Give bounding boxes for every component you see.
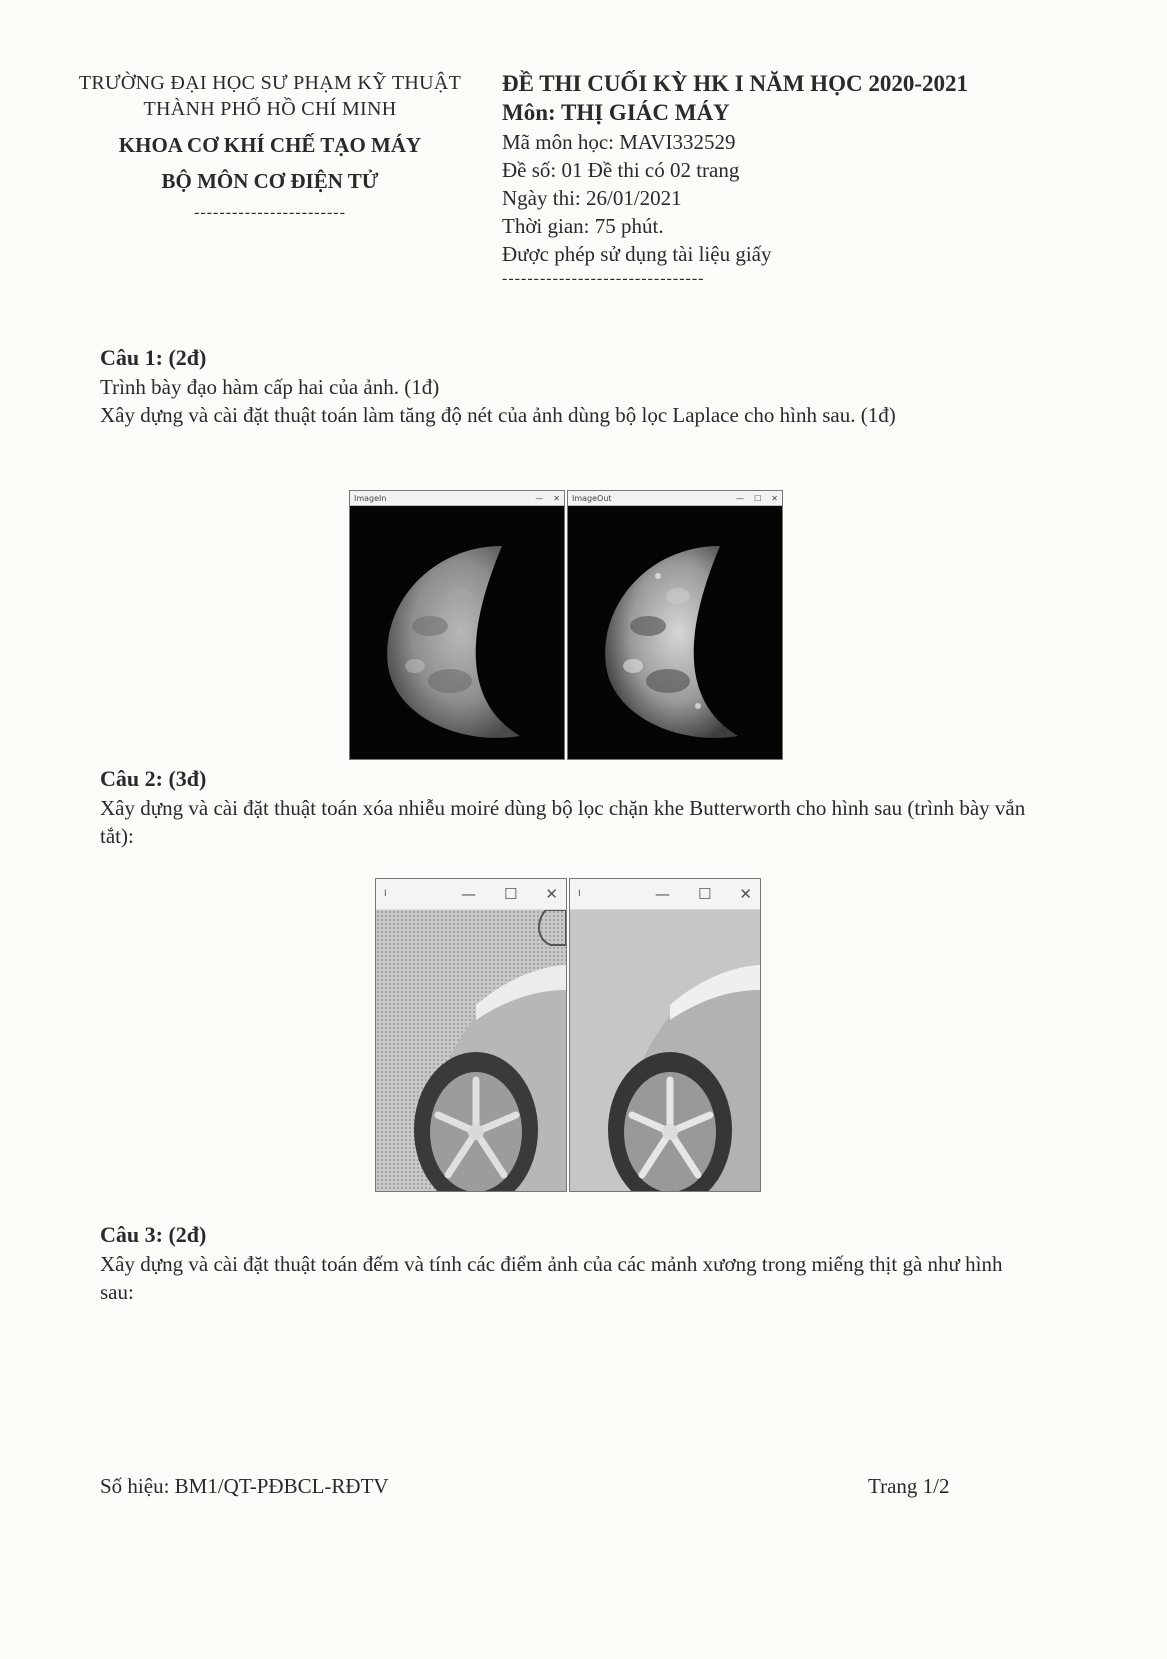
moon-input-graphic — [350, 506, 564, 759]
car-input-window-title: I — [384, 889, 387, 899]
figure-car-moire — [375, 878, 761, 1192]
exam-number: Đề số: 01 Đề thi có 02 trang — [502, 158, 740, 182]
header-left-separator: ------------------------ — [194, 204, 346, 221]
question-2-line-1: Xây dựng và cài đặt thuật toán xóa nhiễu moiré dùng bộ lọc chặn khe Butterworth cho hình sau (trình bày vắn tắt): — [100, 796, 1026, 848]
moon-output-titlebar — [568, 491, 782, 506]
minimize-icon[interactable]: — — [654, 885, 670, 903]
close-icon[interactable]: ✕ — [739, 885, 752, 903]
car-input-window — [375, 878, 567, 1192]
minimize-icon[interactable]: — — [535, 493, 544, 503]
car-input-image — [376, 910, 566, 1191]
header-right-separator: -------------------------------- — [502, 270, 705, 287]
moon-output-graphic — [568, 506, 782, 759]
moon-input-image — [350, 506, 564, 759]
car-output-image — [570, 910, 760, 1191]
exam-title: ĐỀ THI CUỐI KỲ HK I NĂM HỌC 2020-2021 — [502, 71, 968, 96]
university-name-line1: TRƯỜNG ĐẠI HỌC SƯ PHẠM KỸ THUẬT — [78, 72, 462, 94]
question-2 — [100, 764, 1040, 850]
question-3-line-1: Xây dựng và cài đặt thuật toán đếm và tính các điểm ảnh của các mảnh xương trong miếng thịt gà như hình sau: — [100, 1252, 1003, 1304]
close-icon[interactable]: ✕ — [771, 493, 778, 503]
course-code: Mã môn học: MAVI332529 — [502, 130, 736, 154]
maximize-icon[interactable]: ☐ — [503, 885, 518, 903]
question-1-line-1: Trình bày đạo hàm cấp hai của ảnh. (1đ) — [100, 375, 440, 399]
page-number: Trang 1/2 — [868, 1474, 950, 1498]
moon-input-window — [349, 490, 565, 760]
exam-subject: Môn: THỊ GIÁC MÁY — [502, 100, 730, 125]
maximize-icon[interactable]: ☐ — [754, 493, 762, 503]
exam-date: Ngày thi: 26/01/2021 — [502, 186, 682, 210]
minimize-icon[interactable]: — — [736, 493, 745, 503]
close-icon[interactable]: ✕ — [553, 493, 560, 503]
question-3 — [100, 1220, 1040, 1306]
car-input-titlebar — [376, 879, 566, 909]
question-3-title: Câu 3: (2đ) — [100, 1222, 207, 1247]
car-input-graphic — [376, 910, 566, 1191]
exam-duration: Thời gian: 75 phút. — [502, 214, 664, 238]
moon-input-window-title: ImageIn — [354, 493, 387, 503]
university-name-line2: THÀNH PHỐ HỒ CHÍ MINH — [143, 98, 397, 120]
close-icon[interactable]: ✕ — [545, 885, 558, 903]
moon-input-titlebar — [350, 491, 564, 506]
figure-moon-laplace — [349, 490, 783, 760]
question-1-title: Câu 1: (2đ) — [100, 345, 207, 370]
moon-output-window-title: ImageOut — [572, 493, 612, 503]
question-1 — [100, 343, 1040, 429]
minimize-icon[interactable]: — — [460, 885, 476, 903]
faculty-name: KHOA CƠ KHÍ CHẾ TẠO MÁY — [118, 133, 422, 157]
car-output-window — [569, 878, 761, 1192]
materials-allowed: Được phép sử dụng tài liệu giấy — [502, 242, 772, 266]
document-code: Số hiệu: BM1/QT-PĐBCL-RĐTV — [100, 1474, 389, 1498]
header-left — [50, 70, 490, 222]
header-right — [502, 70, 1022, 288]
department-name: BỘ MÔN CƠ ĐIỆN TỬ — [161, 169, 379, 193]
question-1-line-2: Xây dựng và cài đặt thuật toán làm tăng độ nét của ảnh dùng bộ lọc Laplace cho hình sau. (1đ) — [100, 403, 896, 427]
moon-output-window — [567, 490, 783, 760]
car-output-titlebar — [570, 879, 760, 909]
moon-output-image — [568, 506, 782, 759]
question-2-title: Câu 2: (3đ) — [100, 766, 207, 791]
maximize-icon[interactable]: ☐ — [697, 885, 712, 903]
car-output-graphic — [570, 910, 760, 1191]
car-output-window-title: I — [578, 889, 581, 899]
